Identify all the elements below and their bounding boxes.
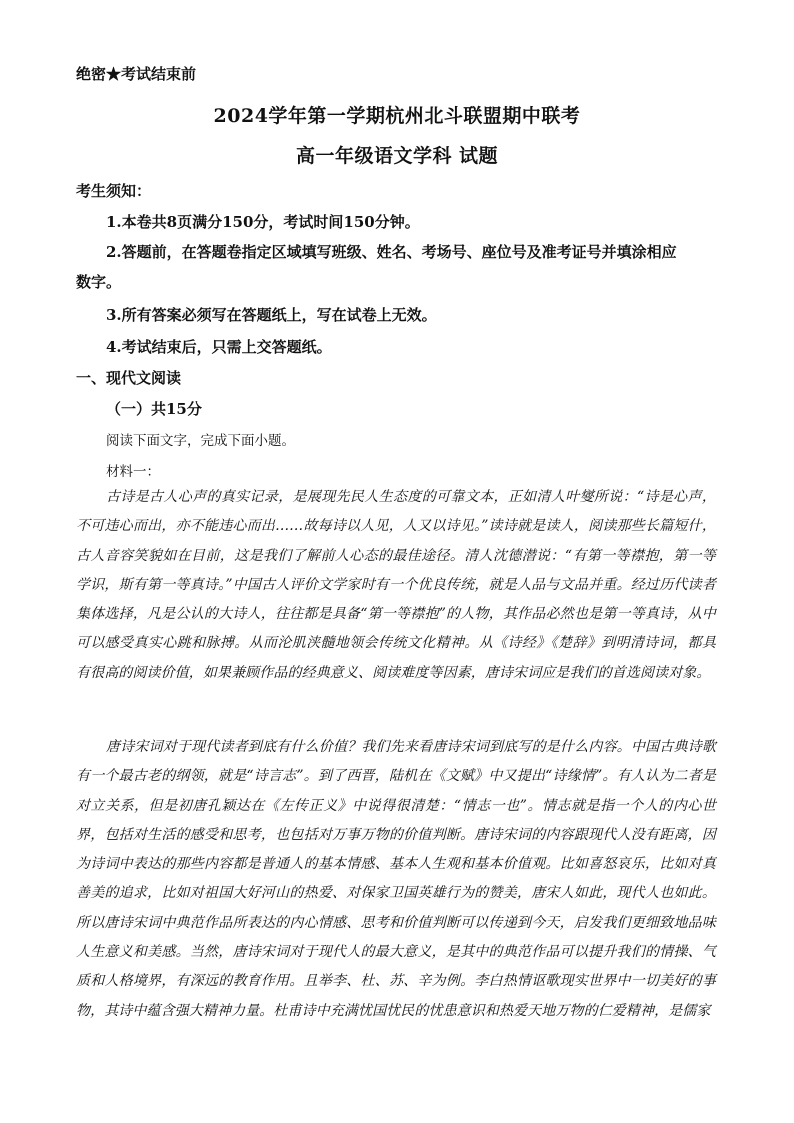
reading-instruction: 阅读下面文字，完成下面小题。: [106, 433, 295, 449]
instructions-heading: 考生须知：: [76, 182, 152, 200]
paragraph-2: 唐诗宋词对于现代读者到底有什么价值？我们先来看唐诗宋词到底写的是什么内容。中国古典诗歌有一个最古老的纲领，就是“诗言志”。到了西晋，陆机在《文赋》中又提出“诗缘情”。有人认为二者是对立关系，但是初唐孔颖达在《左传正义》中说得很清楚：“情志一也”。情志就是指一个人的内心世界，包括对生活的感受和思考，也包括对万事万物的价值判断。唐诗宋词的内容跟现代人没有距离，因为诗词中表达的那些内容都是普通人的基本情感、基本人生观和基本价值观。比如喜怒哀乐，比如对真善美的追求，比如对祖国大好河山的热爱、对保家卫国英雄行为的赞美，唐宋人如此，现代人也如此。所以唐诗宋词中典范作品所表达的内心情感、思考和价值判断可以传递到今天，启发我们更细致地品味人生意义和美感。当然，唐诗宋词对于现代人的最大意义，是其中的典范作品可以提升我们的情操、气质和人格境界，有深远的教育作用。且举李、杜、苏、辛为例。李白热情讴歌现实世界中一切美好的事物，其诗中蕴含强大精神力量。杜甫诗中充满忧国忧民的忧患意识和热爱天地万物的仁爱精神，是儒家: [76, 739, 716, 1019]
exam-title: 2024学年第一学期杭州北斗联盟期中联考: [213, 105, 581, 127]
exam-subtitle: 高一年级语文学科 试题: [295, 145, 499, 167]
section-title: 一、现代文阅读: [76, 369, 182, 387]
instruction-item-2-continued: 数字。: [76, 273, 122, 291]
instruction-item-3: 3.所有答案必须写在答题纸上，写在试卷上无效。: [106, 306, 437, 324]
instruction-item-1: 1.本卷共8页满分150分，考试时间150分钟。: [106, 213, 420, 231]
confidential-mark: 绝密★考试结束前: [76, 65, 197, 83]
instruction-item-2: 2.答题前，在答题卷指定区域填写班级、姓名、考场号、座位号及准考证号并填涂相应: [106, 243, 677, 261]
paragraph-1: 古诗是古人心声的真实记录，是展现先民人生态度的可靠文本，正如清人叶燮所说：“诗是心声，不可违心而出，亦不能违心而出……故每诗以人见，人又以诗见。”读诗就是读人，阅读那些长篇短什，古人音容笑貌如在目前，这是我们了解前人心态的最佳途径。清人沈德潜说：“有第一等襟抱，第一等学识，斯有第一等真诗。”中国古人评价文学家时有一个优良传统，就是人品与文品并重。经过历代读者集体选择，凡是公认的大诗人，往往都是具备“第一等襟抱”的人物，其作品必然也是第一等真诗，从中可以感受真实心跳和脉搏。从而沦肌浃髓地领会传统文化精神。从《诗经》《楚辞》到明清诗词，都具有很高的阅读价值，如果兼顾作品的经典意义、阅读难度等因素，唐诗宋词应是我们的首选阅读对象。: [76, 489, 716, 681]
instruction-item-4: 4.考试结束后，只需上交答题纸。: [106, 338, 332, 356]
material-label: 材料一：: [106, 464, 160, 480]
subsection-title: （一）共15分: [106, 400, 202, 418]
